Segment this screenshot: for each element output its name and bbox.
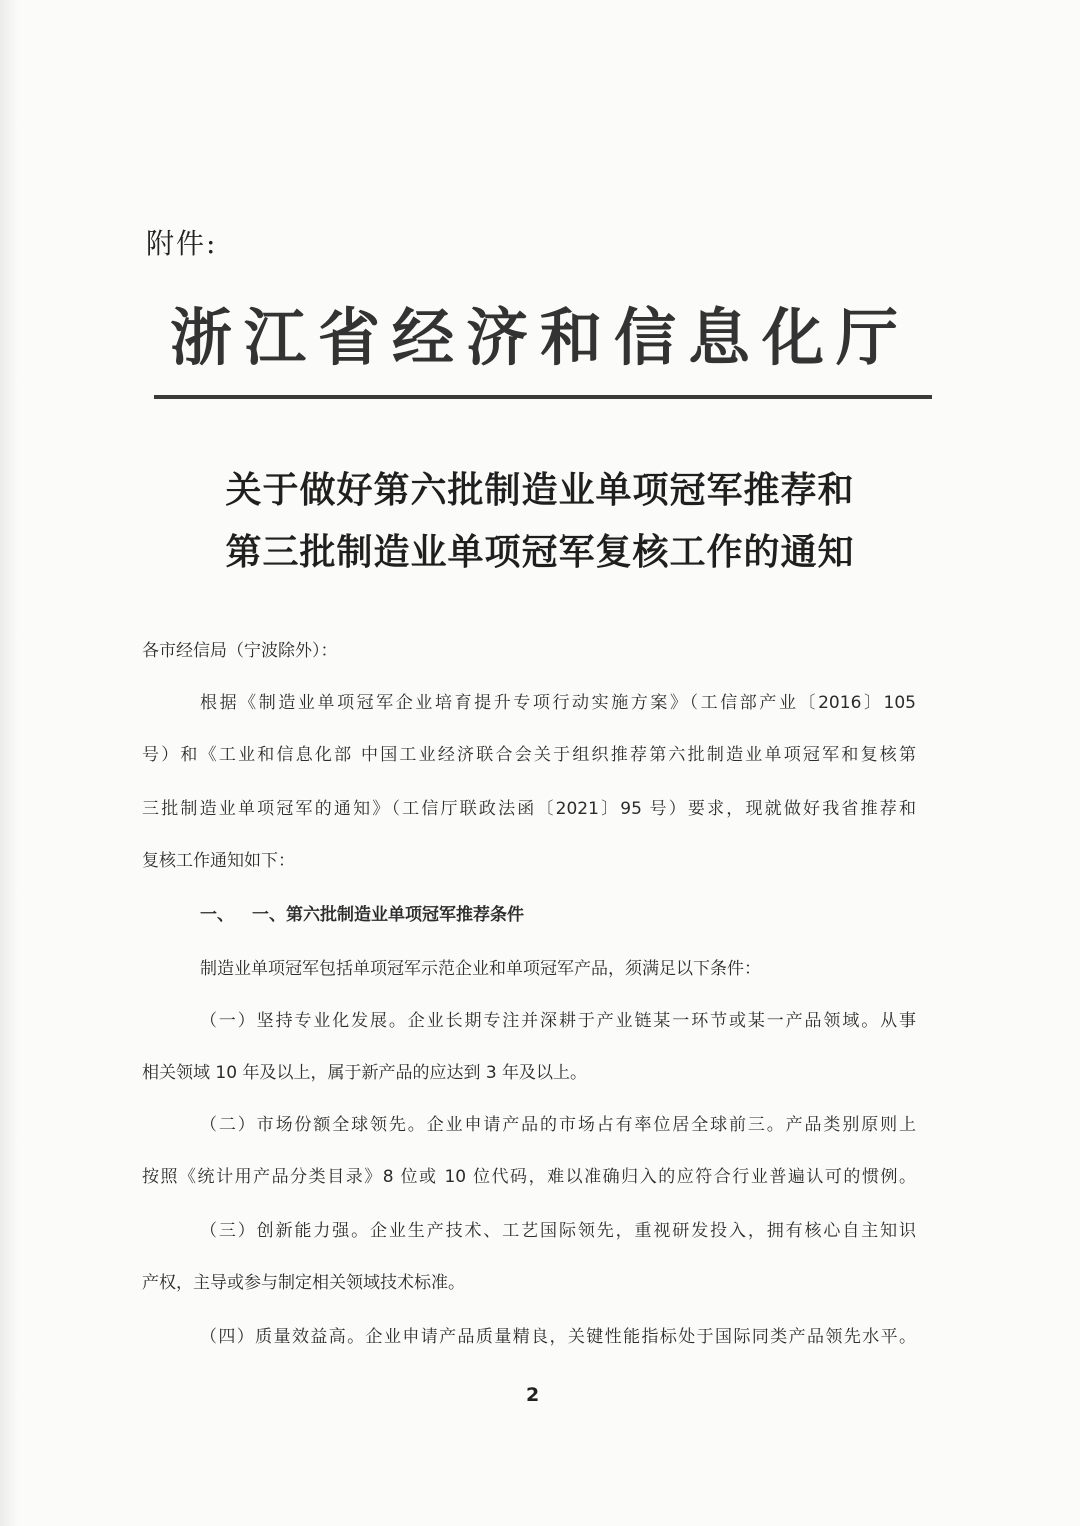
attachment-label: 附件: (146, 227, 218, 260)
condition-2-line-2: 按照《统计用产品分类目录》8 位或 10 位代码，难以准确归入的应符合行业普遍认可的惯例。 (142, 1167, 916, 1187)
document-title-line-1: 关于做好第六批制造业单项冠军推荐和 (225, 469, 855, 511)
section-1-title: 一、第六批制造业单项冠军推荐条件 (252, 905, 524, 925)
intro-line-3: 三批制造业单项冠军的通知》（工信厅联政法函〔2021〕95 号）要求，现就做好我省推荐和 (142, 799, 916, 819)
intro-line-2: 号）和《工业和信息化部 中国工业经济联合会关于组织推荐第六批制造业单项冠军和复核第 (142, 745, 916, 765)
conditions-intro: 制造业单项冠军包括单项冠军示范企业和单项冠军产品，须满足以下条件： (200, 959, 761, 979)
page-edge-shadow (0, 0, 18, 1526)
section-1-heading (200, 902, 916, 928)
salutation: 各市经信局（宁波除外）： (142, 641, 338, 661)
document-title-line-2: 第三批制造业单项冠军复核工作的通知 (225, 531, 855, 573)
condition-1-line-2: 相关领域 10 年及以上，属于新产品的应达到 3 年及以上。 (142, 1063, 588, 1083)
intro-line-1: 根据《制造业单项冠军企业培育提升专项行动实施方案》（工信部产业〔2016〕105 (200, 693, 916, 713)
header-rule (154, 395, 932, 399)
condition-2-line-1: （二）市场份额全球领先。企业申请产品的市场占有率位居全球前三。产品类别原则上 (200, 1115, 916, 1135)
issuer-header: 浙江省经济和信息化厅 (169, 301, 910, 374)
condition-3-line-2: 产权，主导或参与制定相关领域技术标准。 (142, 1273, 465, 1293)
intro-line-4: 复核工作通知如下： (142, 851, 295, 871)
condition-3-line-1: （三）创新能力强。企业生产技术、工艺国际领先，重视研发投入，拥有核心自主知识 (200, 1221, 916, 1241)
condition-1-line-1: （一）坚持专业化发展。企业长期专注并深耕于产业链某一环节或某一产品领域。从事 (200, 1011, 916, 1031)
section-1-number: 一、 (200, 905, 234, 925)
condition-4-line-1: （四）质量效益高。企业申请产品质量精良，关键性能指标处于国际同类产品领先水平。 (200, 1327, 916, 1347)
page-number: 2 (526, 1384, 540, 1406)
